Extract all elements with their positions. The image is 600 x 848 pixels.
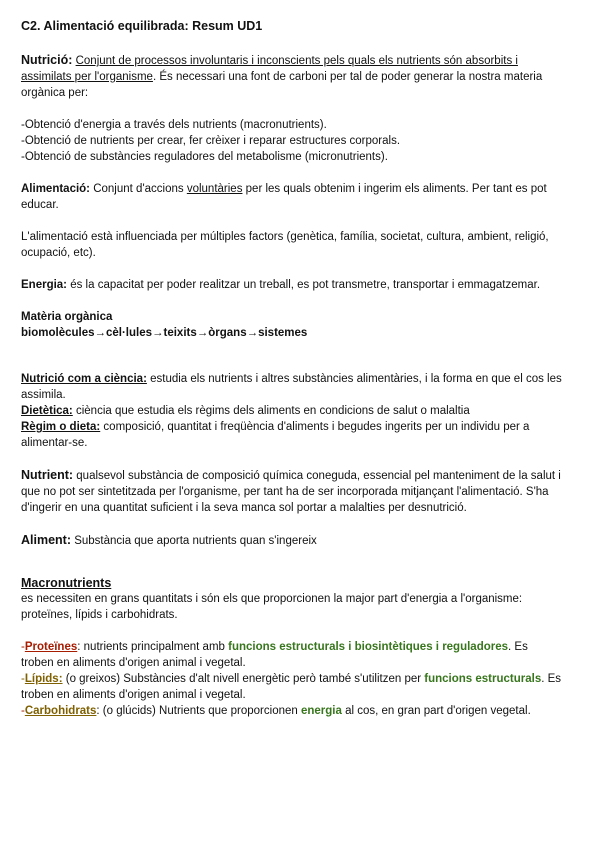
- definitions-block: [21, 371, 563, 451]
- item-post: . Es troben en aliments d'origen animal i vegetal.: [21, 641, 528, 669]
- definition-text: estudia els nutrients i altres substàncies alimentàries, i la forma en que el cos les assimila.: [21, 373, 562, 401]
- definition-term: Règim o dieta:: [21, 421, 101, 433]
- page-title: C2. Alimentació equilibrada: Resum UD1: [21, 19, 263, 33]
- item-post: . Es troben en aliments d'origen animal i vegetal.: [21, 673, 562, 701]
- influencia-paragraph: L'alimentació està influenciada per múltiples factors (genètica, família, societat, cultura, ambient, religió, ocupació, etc).: [21, 231, 549, 259]
- item-pre: : nutrients principalment amb: [77, 641, 229, 653]
- macronutrient-item-carbohidrats: [21, 703, 563, 719]
- list-item: -Obtenció de substàncies reguladores del metabolisme (micronutrients).: [21, 151, 388, 163]
- item-post: al cos, en gran part d'origen vegetal.: [341, 705, 531, 717]
- definition-term: Dietètica:: [21, 405, 73, 417]
- item-highlight: energia: [300, 705, 342, 717]
- nutricio-rest: . És necessari una font de carboni per tal de poder generar la nostra materia orgànica per:: [21, 71, 543, 99]
- macronutrient-item-proteines: [21, 639, 563, 671]
- alimentacio-underlined: voluntàries: [186, 183, 243, 195]
- definition-item: [21, 403, 563, 419]
- definition-text: ciència que estudia els règims dels aliments en condicions de salut o malaltia: [72, 405, 470, 417]
- materia-heading: Matèria orgànica: [21, 311, 113, 323]
- aliment-text: Substància que aporta nutrients quan s'ingereix: [71, 535, 317, 547]
- aliment-term: Aliment:: [21, 533, 71, 547]
- alimentacio-post: per les quals obtenim i ingerim els aliments. Per tant es pot educar.: [21, 183, 547, 211]
- nutrient-term: Nutrient:: [21, 468, 74, 482]
- item-pre: : (o glúcids) Nutrients que proporcionen: [96, 705, 301, 717]
- macronutrients-intro: es necessiten en grans quantitats i són els que proporcionen la major part d'energia a l'organisme: proteïnes, lípids i carbohidrats.: [21, 593, 523, 621]
- energia-definition: [21, 277, 563, 293]
- item-name: Proteïnes: [24, 641, 78, 653]
- item-name: Lípids:: [24, 673, 63, 685]
- materia-chain: biomolècules→cèl·lules→teixits→òrgans→sistemes: [21, 327, 308, 339]
- nutricio-term: Nutrició:: [21, 53, 73, 67]
- aliment-definition: [21, 532, 563, 549]
- nutrient-definition: [21, 467, 563, 516]
- definition-text: composició, quantitat i freqüència d'aliments i begudes ingerits per un individu per a alimentar-se.: [21, 421, 530, 449]
- nutricio-underlined: Conjunt de processos involuntaris i inconscients pels quals els nutrients són absorbits i assimilats per l'organisme: [21, 55, 518, 83]
- item-highlight: funcions estructurals i biosintètiques i reguladores: [228, 641, 509, 653]
- alimentacio-term: Alimentació:: [21, 183, 91, 195]
- list-item: -Obtenció d'energia a través dels nutrients (macronutrients).: [21, 119, 327, 131]
- document-page: [21, 18, 563, 719]
- nutricio-definition: [21, 52, 563, 101]
- list-item: -Obtenció de nutrients per crear, fer crèixer i reparar estructures corporals.: [21, 135, 401, 147]
- item-highlight: funcions estructurals: [424, 673, 542, 685]
- item-name: Carbohidrats: [24, 705, 97, 717]
- alimentacio-pre: Conjunt d'accions: [90, 183, 187, 195]
- item-dash: -: [21, 705, 25, 717]
- definition-item: [21, 419, 563, 451]
- item-dash: -: [21, 673, 25, 685]
- materia-organica: [21, 309, 563, 341]
- macronutrients-heading: Macronutrients: [21, 576, 112, 590]
- alimentacio-definition: [21, 181, 563, 213]
- definition-item: [21, 371, 563, 403]
- macronutrients-section: [21, 575, 563, 719]
- macronutrient-item-lipids: [21, 671, 563, 703]
- item-pre: (o greixos) Substàncies d'alt nivell energètic però també s'utilitzen per: [62, 673, 425, 685]
- nutrient-text: qualsevol substància de composició química coneguda, essencial pel manteniment de la salut i que no pot ser sintetitzada per l'organisme, per tant ha de ser incorporada mitjançant l'alimentació. S'ha d'ingerir en una quantitat suficient i la seva manca sol portar a malalties per desnutrició.: [21, 470, 561, 514]
- item-dash: -: [21, 641, 25, 653]
- definition-term: Nutrició com a ciència:: [21, 373, 147, 385]
- nutricio-list: [21, 117, 563, 165]
- energia-term: Energia:: [21, 279, 68, 291]
- energia-text: és la capacitat per poder realitzar un treball, es pot transmetre, transportar i emmagatzemar.: [67, 279, 541, 291]
